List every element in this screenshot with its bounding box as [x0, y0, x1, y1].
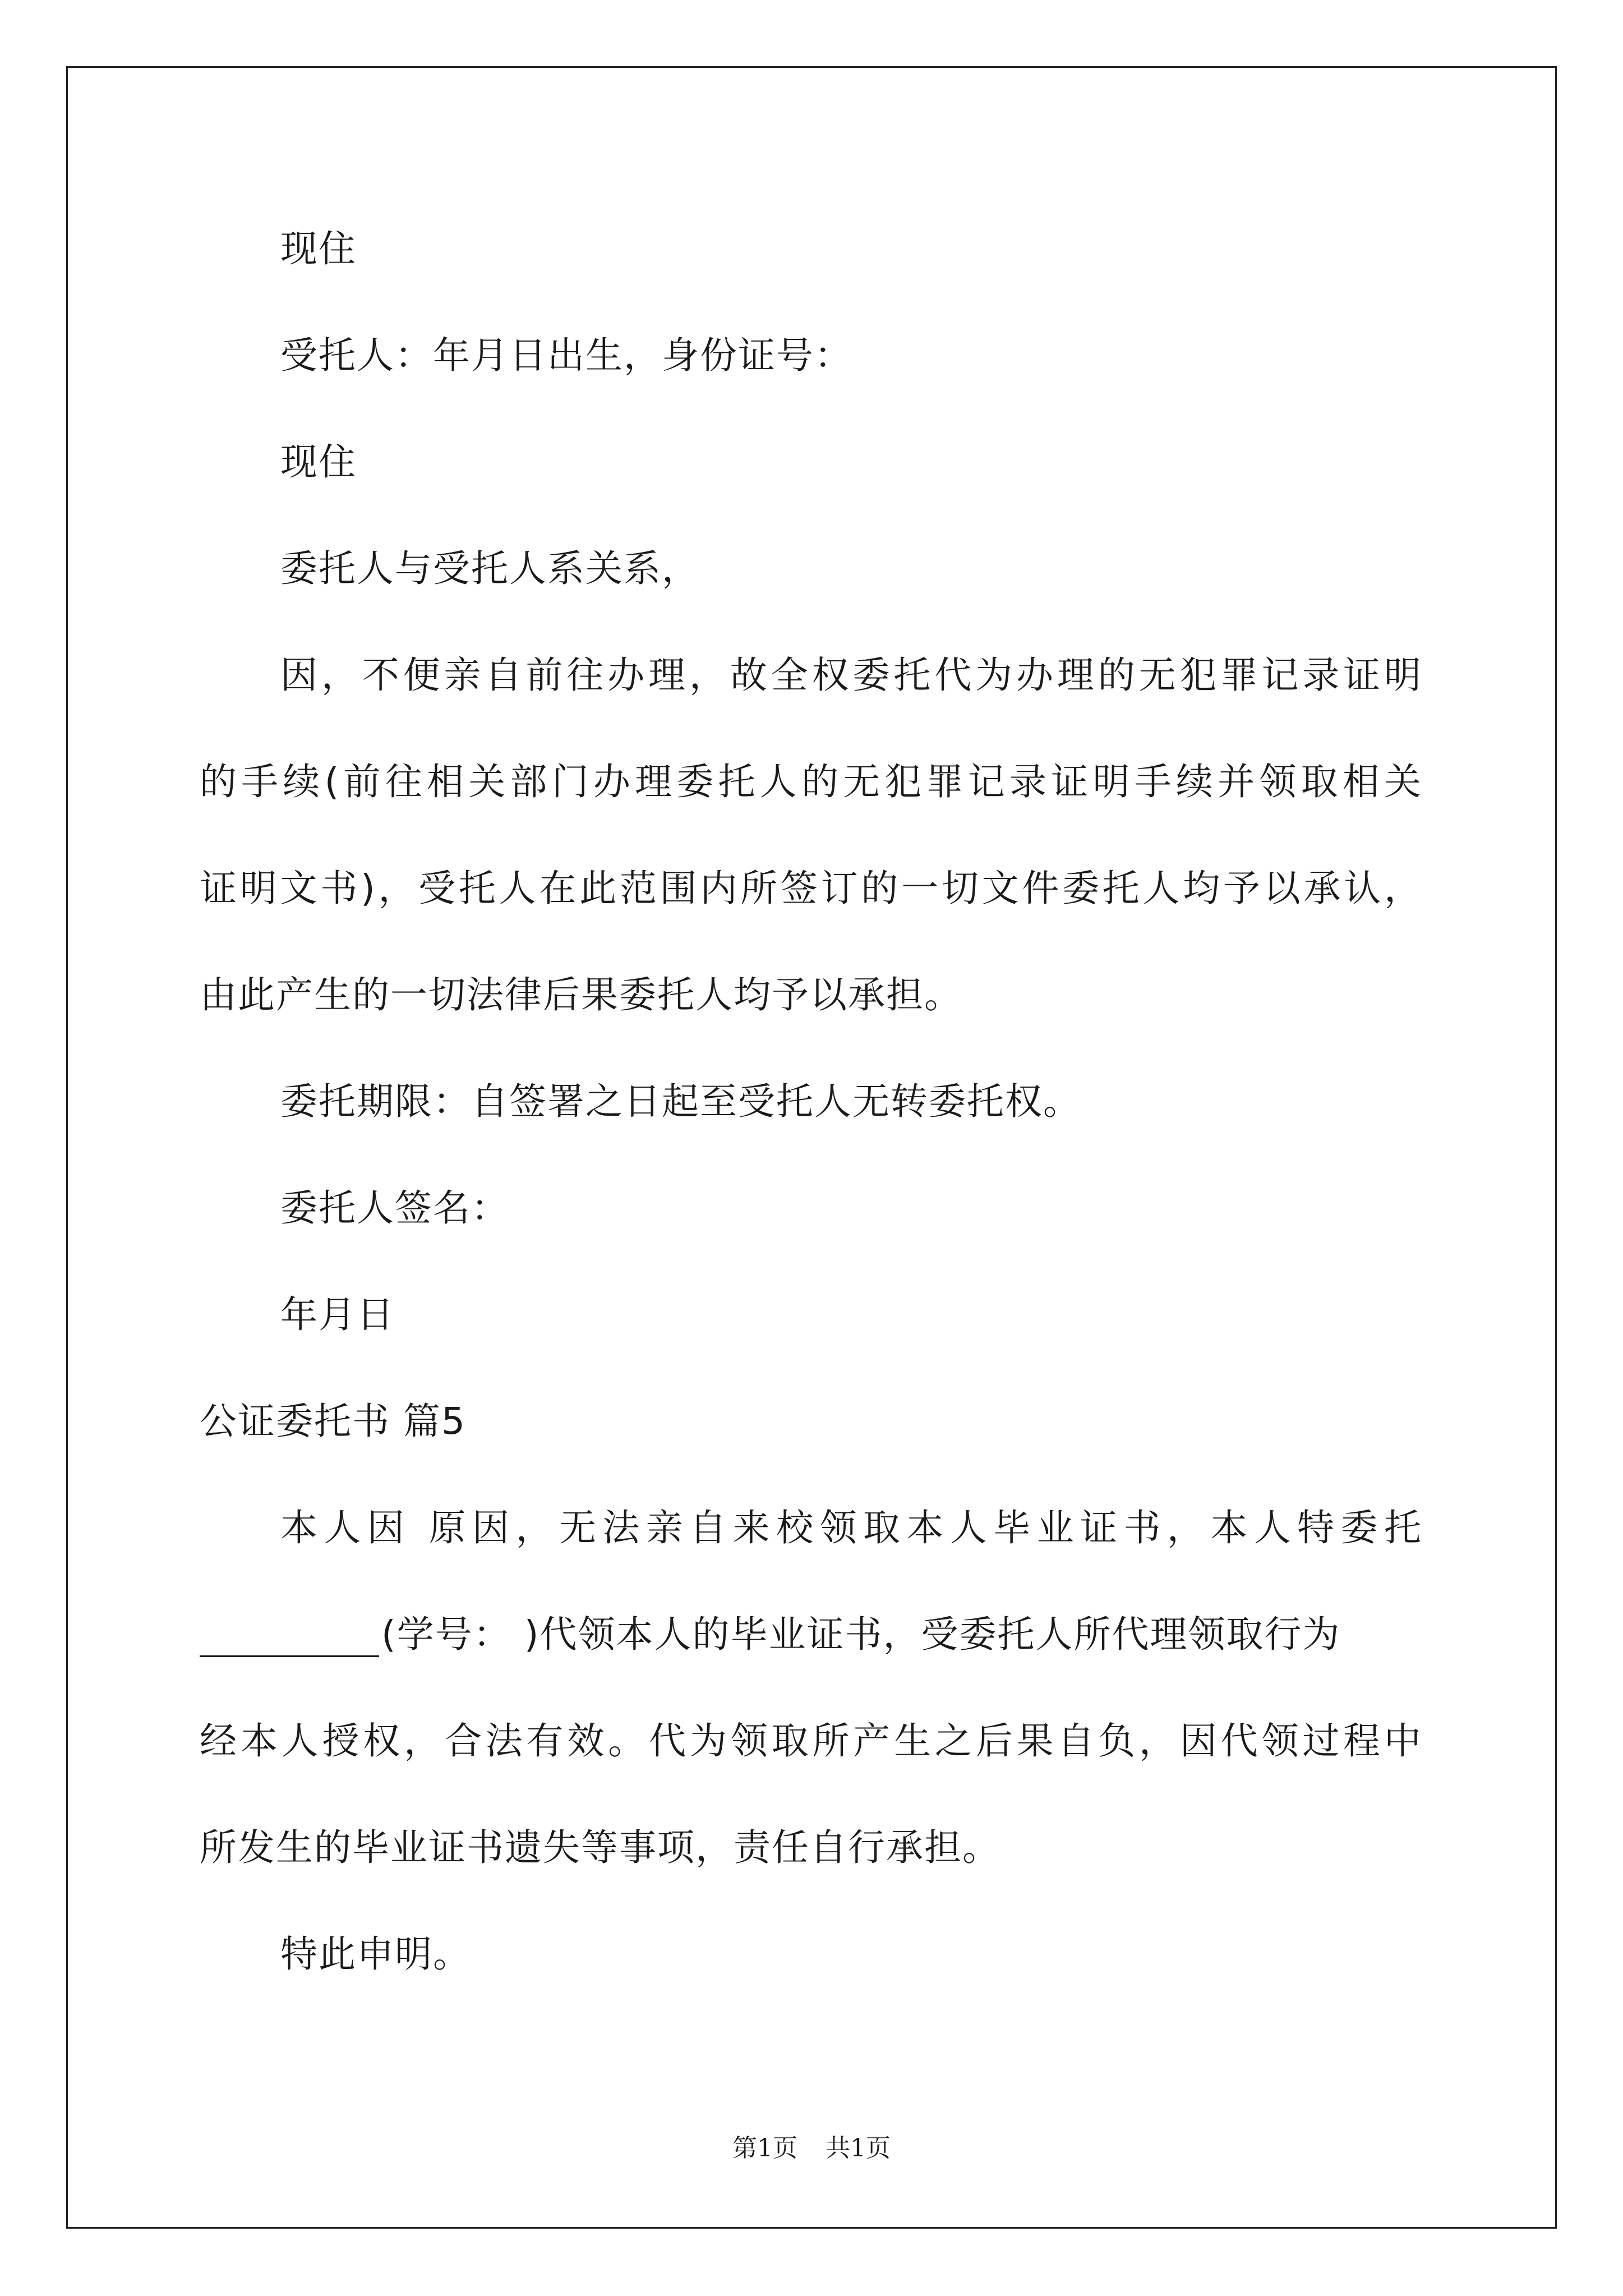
paragraph-line: 现住 [280, 440, 357, 484]
blank-underline [200, 1621, 379, 1657]
paragraph-line: 所发生的毕业证书遗失等事项，责任自行承担。 [200, 1826, 1000, 1869]
paragraph-line: 现住 [280, 227, 357, 270]
paragraph-line: 经本人授权，合法有效。代为领取所产生之后果自负，因代领过程中 [200, 1719, 1422, 1763]
paragraph-line: 的手续(前往相关部门办理委托人的无犯罪记录证明手续并领取相关 [200, 760, 1422, 803]
paragraph-line: 证明文书)，受托人在此范围内所签订的一切文件委托人均予以承认， [200, 867, 1422, 910]
signature-label: 委托人签名： [280, 1186, 509, 1230]
paragraph-line: 受托人：年月日出生，身份证号： [280, 334, 852, 377]
paragraph-line: 因，不便亲自前往办理，故全权委托代为办理的无犯罪记录证明 [280, 654, 1422, 697]
section-heading: 公证委托书 篇5 [200, 1400, 466, 1443]
page-number: 第1页 [732, 2134, 797, 2162]
page-footer [0, 2133, 1623, 2164]
paragraph-line: 委托期限：自签署之日起至受托人无转委托权。 [280, 1080, 1081, 1123]
paragraph-line: 本人因 原因，无法亲自来校领取本人毕业证书，本人特委托 [280, 1506, 1422, 1549]
date-line: 年月日 [280, 1293, 395, 1336]
paragraph-line: 由此产生的一切法律后果委托人均予以承担。 [200, 973, 962, 1016]
page-border [66, 66, 1557, 2229]
paragraph-line [200, 1612, 1340, 1657]
page-total: 共1页 [826, 2134, 891, 2162]
closing-line: 特此申明。 [280, 1932, 471, 1976]
paragraph-line: 委托人与受托人系关系， [280, 547, 700, 590]
paragraph-line-text: (学号： )代领本人的毕业证书，受委托人所代理领取行为 [381, 1613, 1341, 1656]
